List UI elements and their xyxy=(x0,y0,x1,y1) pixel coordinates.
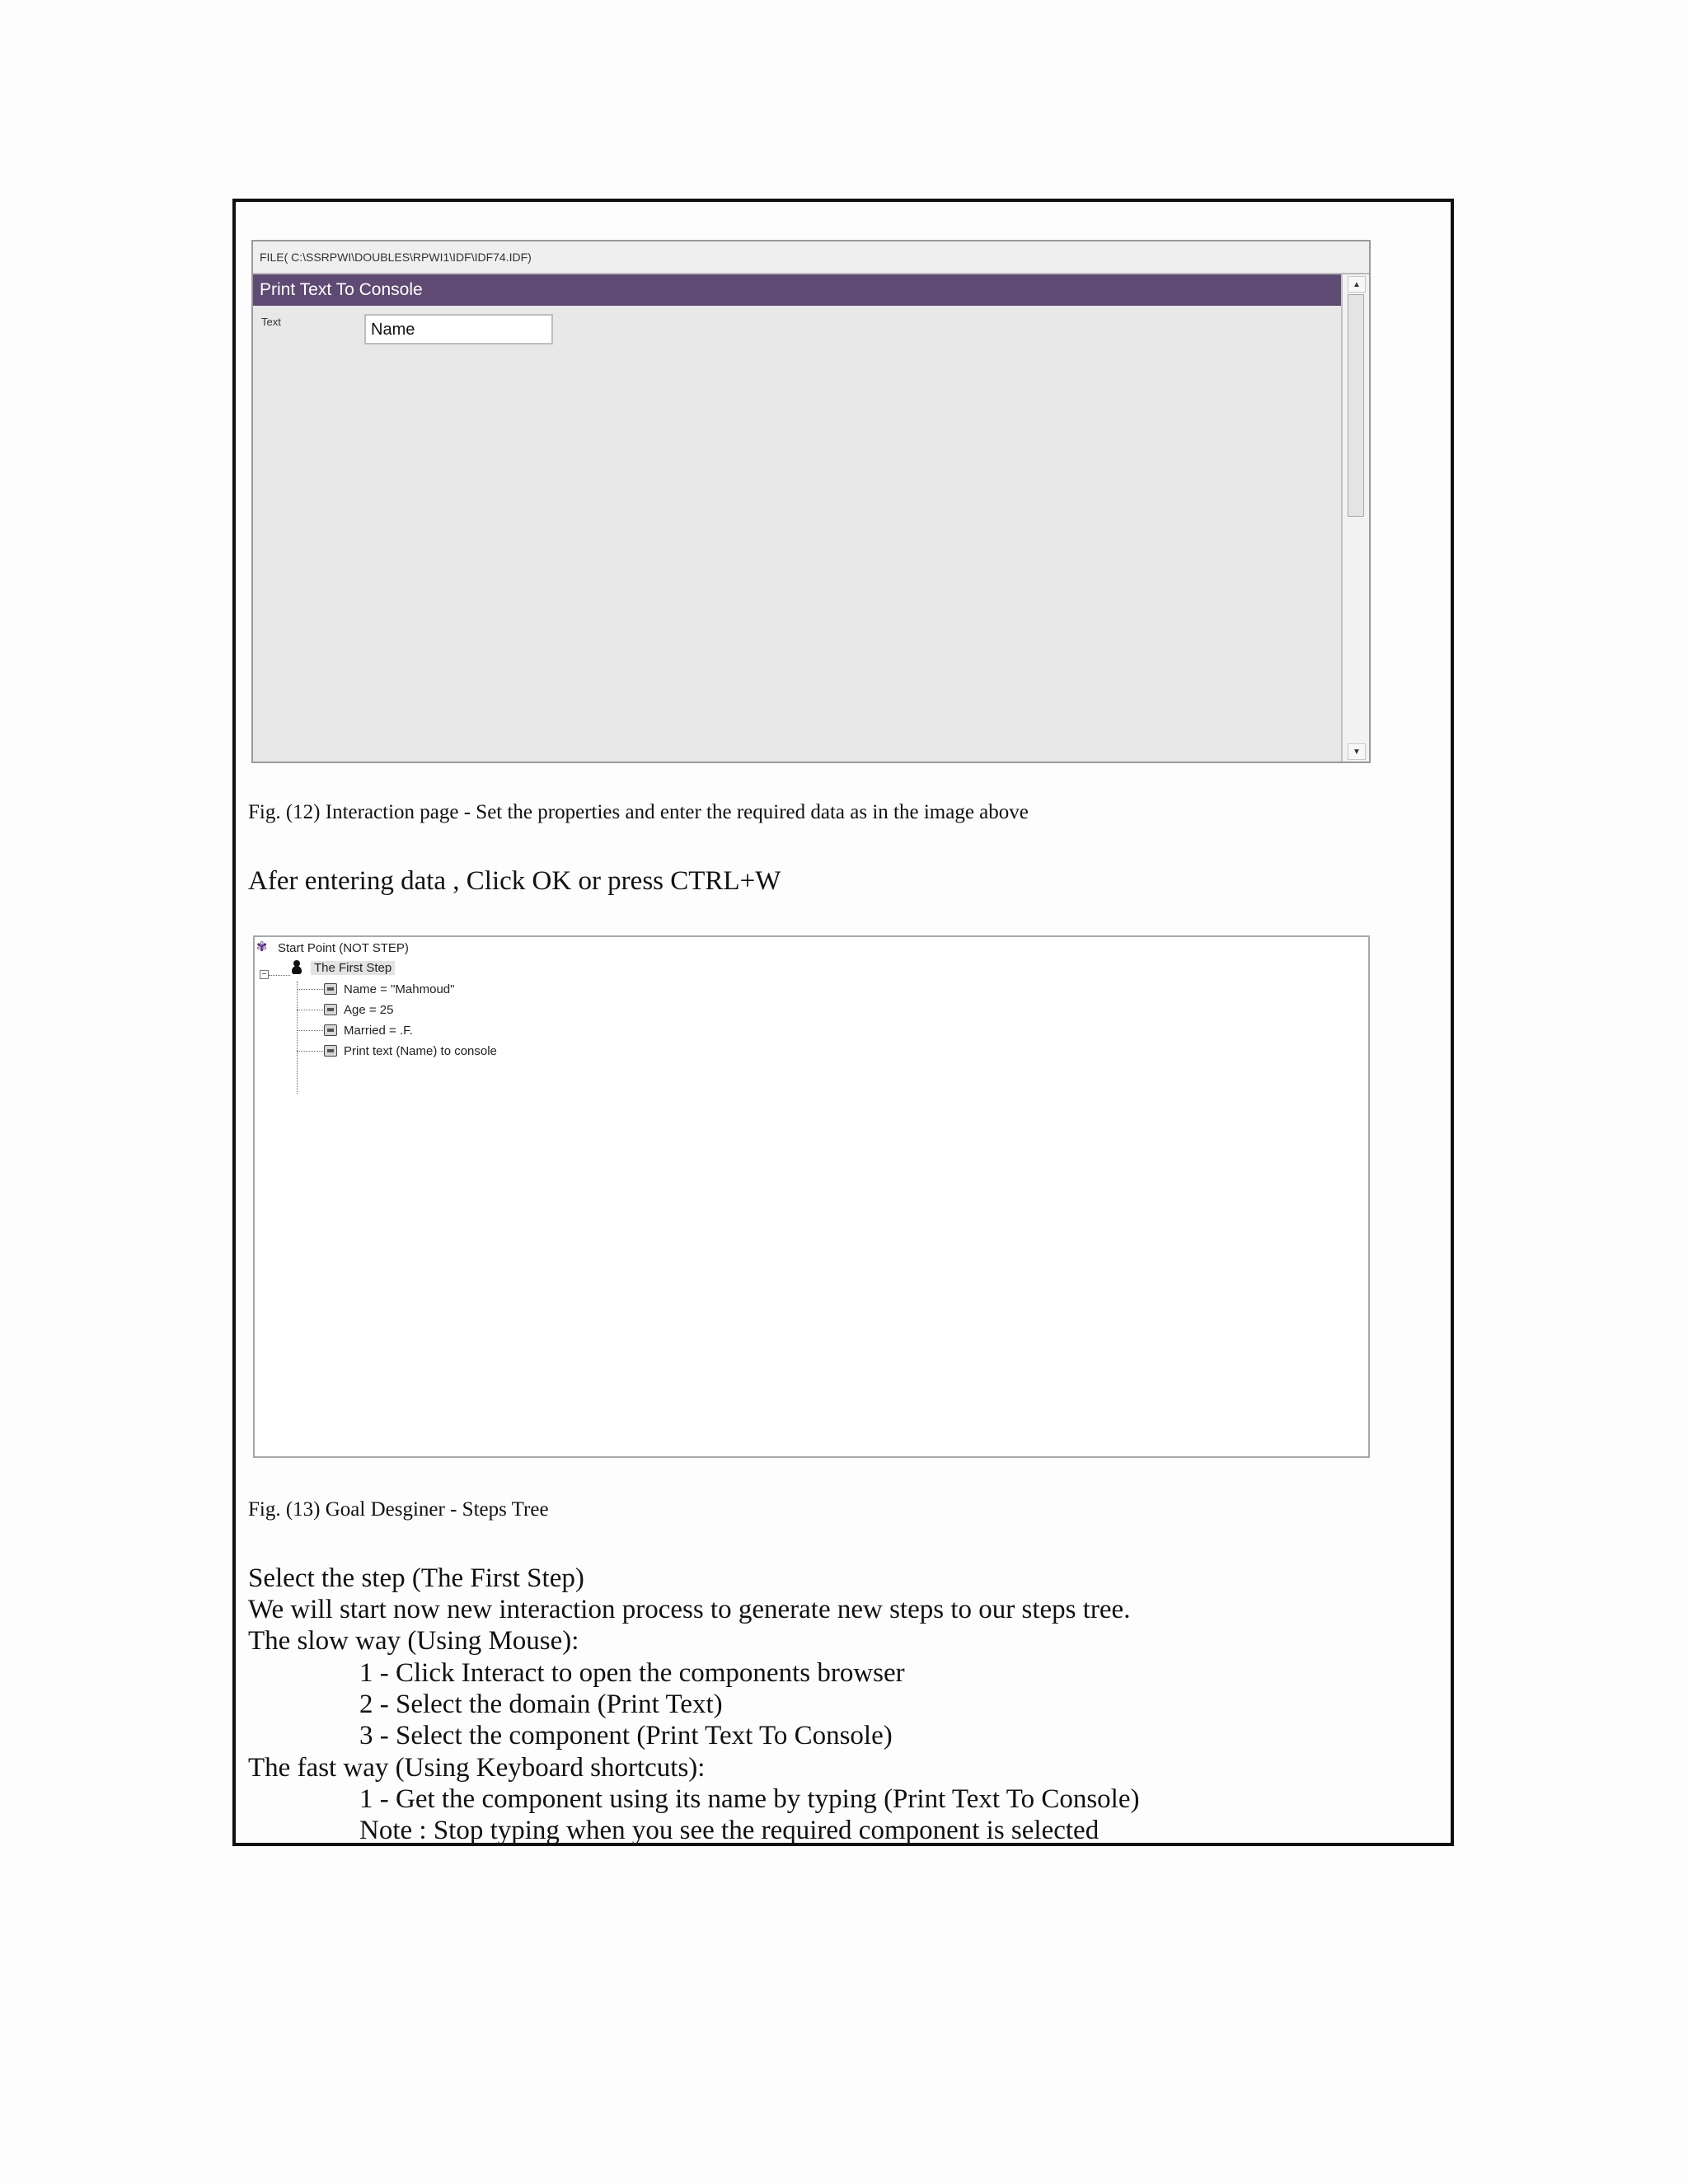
scroll-down-arrow-icon[interactable]: ▼ xyxy=(1348,743,1366,760)
text-field-label: Text xyxy=(261,316,281,328)
fast-step-note: Note : Stop typing when you see the required component is selected xyxy=(359,1816,1100,1845)
tree-child-node[interactable]: Age = 25 xyxy=(324,1001,393,1019)
command-node-icon xyxy=(324,1004,337,1015)
vertical-scrollbar[interactable] xyxy=(1341,274,1369,762)
component-title-bar: Print Text To Console xyxy=(253,274,1341,306)
tree-child-node[interactable]: Married = .F. xyxy=(324,1021,413,1039)
start-point-icon: ✾ xyxy=(256,940,268,954)
step-person-icon xyxy=(291,960,302,975)
file-path-bar: FILE( C:\SSRPWI\DOUBLES\RPWI1\IDF\IDF74.IDF) xyxy=(253,241,1369,274)
slow-step-item: 2 - Select the domain (Print Text) xyxy=(359,1690,723,1719)
tree-child-node[interactable]: Name = "Mahmoud" xyxy=(324,980,454,998)
fast-step-item: 1 - Get the component using its name by typing (Print Text To Console) xyxy=(359,1784,1140,1814)
command-node-icon xyxy=(324,1045,337,1057)
tree-root-label: Start Point (NOT STEP) xyxy=(278,940,409,955)
instruction-slow-way: The slow way (Using Mouse): xyxy=(248,1626,579,1656)
interaction-page-screenshot xyxy=(251,240,1371,763)
instruction-select-step: Select the step (The First Step) xyxy=(248,1563,584,1593)
tree-child-node[interactable]: Print text (Name) to console xyxy=(324,1042,497,1060)
tree-step-label: The First Step xyxy=(311,961,395,975)
figure-13-caption: Fig. (13) Goal Desginer - Steps Tree xyxy=(248,1498,549,1521)
tree-step-node[interactable] xyxy=(291,958,395,977)
tree-root-node[interactable] xyxy=(256,939,409,957)
command-node-icon xyxy=(324,1024,337,1036)
instruction-new-process: We will start now new interaction process to generate new steps to our steps tree. xyxy=(248,1595,1131,1624)
command-node-icon xyxy=(324,983,337,995)
instruction-fast-way: The fast way (Using Keyboard shortcuts): xyxy=(248,1753,706,1783)
scroll-up-arrow-icon[interactable]: ▲ xyxy=(1348,276,1366,293)
figure-12-caption: Fig. (12) Interaction page - Set the properties and enter the required data as in the image above xyxy=(248,801,1029,823)
instruction-after-entry: Afer entering data , Click OK or press CTRL+W xyxy=(248,866,781,896)
collapse-toggle-icon[interactable]: − xyxy=(260,970,269,979)
slow-step-item: 1 - Click Interact to open the components browser xyxy=(359,1658,905,1688)
steps-tree-screenshot xyxy=(253,935,1370,1458)
text-field-input[interactable]: Name xyxy=(364,314,553,344)
slow-step-item: 3 - Select the component (Print Text To Console) xyxy=(359,1721,893,1750)
scrollbar-thumb[interactable] xyxy=(1348,294,1364,517)
